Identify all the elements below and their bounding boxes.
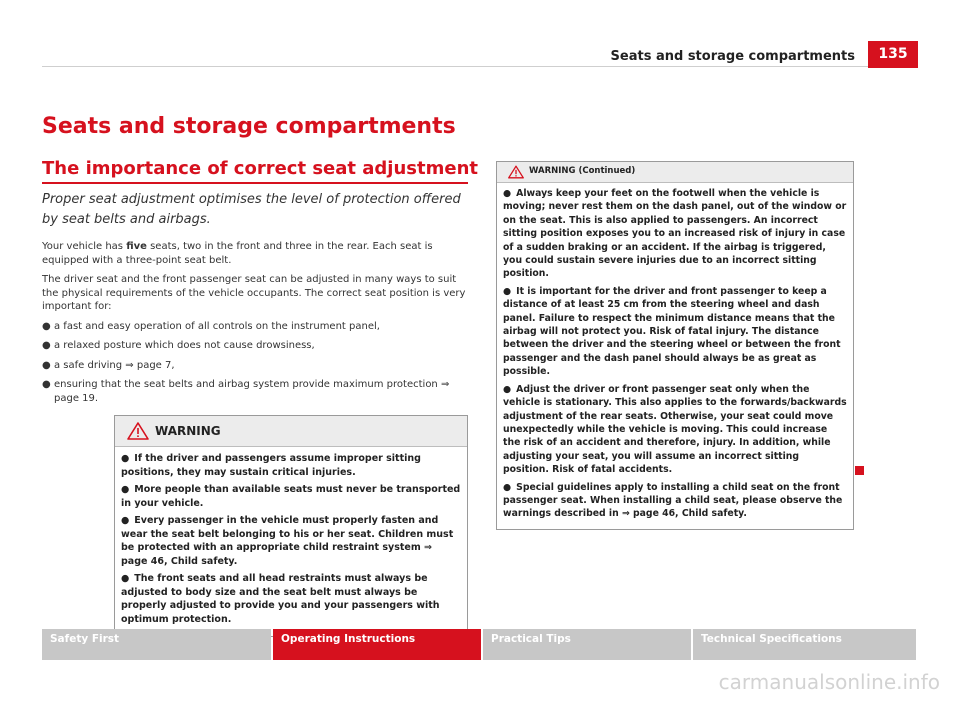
running-header-title: Seats and storage compartments (610, 49, 855, 64)
bullet-dot: ● (503, 188, 512, 199)
warning-item-text: It is important for the driver and front passenger to keep a distance of at least 25 cm from the steering wheel and dash panel. Failure to respect the minimum distance means that the airbag will not protect you. Risk of fatal injury. The distance between the driver and the steering wheel or between the front passenger and the dash panel should always be as great as possible. (503, 285, 841, 378)
warning-label: WARNING (155, 424, 221, 438)
section-rule (42, 182, 468, 184)
tab-operating-instructions[interactable]: Operating Instructions (273, 629, 481, 660)
bullet-dot: ● (503, 481, 512, 493)
warning-item (503, 285, 847, 379)
warning-item (121, 483, 461, 510)
watermark: carmanualsonline.info (718, 670, 940, 694)
warning-continued-label: WARNING (Continued) (529, 166, 636, 176)
warning-continued-box (496, 161, 854, 530)
bullet-dot: ● (42, 379, 51, 390)
intro-emphasis: five (126, 241, 147, 252)
warning-body (115, 447, 467, 636)
header-rule (42, 66, 868, 67)
list-item-text: a fast and easy operation of all controls on the instrument panel, (54, 320, 380, 332)
bullet-dot: ● (121, 484, 130, 495)
warning-triangle-icon (127, 422, 149, 440)
warning-item-text: Adjust the driver or front passenger seat only when the vehicle is stationary. This also applies to the forwards/backwards adjustment of the rear seats. Otherwise, your seat could move unexpectedly while the vehicle is moving. This could increase the risk of an accident and therefore, injury. In addition, while adjusting your seat, you will assume an incorrect sitting position. Risk of fatal accidents. (503, 383, 847, 476)
warning-item-text: Special guidelines apply to installing a child seat on the front passenger seat. When installing a child seat, please observe the warnings described in ⇒ page 46, Child safety. (503, 481, 843, 520)
warning-item (121, 572, 461, 626)
warning-item (503, 187, 847, 281)
bullet-dot: ● (503, 383, 512, 395)
bullet-dot: ● (121, 573, 130, 584)
bullet-dot: ● (42, 359, 51, 371)
warning-item (503, 481, 847, 521)
bullet-dot: ● (42, 320, 51, 332)
list-item-text: a safe driving ⇒ page 7, (54, 359, 175, 371)
warning-box (114, 415, 468, 637)
list-item (42, 320, 468, 334)
importance-list (42, 320, 468, 406)
list-item-text: ensuring that the seat belts and airbag system provide maximum protection ⇒ page 19. (54, 379, 450, 404)
tab-safety-first[interactable]: Safety First (42, 629, 271, 660)
warning-item-text: If the driver and passengers assume improper sitting positions, they may sustain critical injuries. (121, 453, 421, 478)
warning-triangle-icon (508, 165, 524, 179)
lead-paragraph: Proper seat adjustment optimises the level of protection offered by seat belts and airbags. (42, 192, 461, 227)
bullet-dot: ● (121, 515, 130, 526)
adjustment-paragraph: The driver seat and the front passenger seat can be adjusted in many ways to suit the physical requirements of the vehicle occupants. The correct seat position is very important for: (42, 274, 466, 312)
left-column (42, 190, 468, 411)
warning-continued-body (497, 183, 853, 529)
list-item-text: a relaxed posture which does not cause drowsiness, (54, 340, 315, 351)
tab-technical-specifications[interactable]: Technical Specifications (693, 629, 916, 660)
warning-header (115, 416, 467, 447)
warning-item (503, 383, 847, 477)
intro-text: Your vehicle has (42, 241, 127, 252)
intro-text-rest: seats, two in the front and three in the rear. Each seat is equipped with a three-point seat belt. (42, 241, 433, 266)
list-item (42, 378, 468, 405)
list-item (42, 359, 468, 373)
bullet-dot: ● (121, 453, 130, 464)
section-title: The importance of correct seat adjustment (42, 158, 478, 179)
chapter-tabs (42, 629, 918, 660)
intro-paragraph (42, 240, 468, 267)
page-title: Seats and storage compartments (42, 114, 456, 139)
warning-item-text: The front seats and all head restraints must always be adjusted to body size and the seat belt must always be properly adjusted to provide you and your passengers with optimum protection. (121, 573, 440, 625)
warning-item-text: Every passenger in the vehicle must properly fasten and wear the seat belt belonging to his or her seat. Children must be protected with an appropriate child restraint system ⇒ page 46, Child safety. (121, 515, 454, 567)
tab-practical-tips[interactable]: Practical Tips (483, 629, 691, 660)
warning-item (121, 514, 461, 568)
warning-item-text: Always keep your feet on the footwell when the vehicle is moving; never rest them on the dash panel, out of the window or on the seat. This is also applied to passengers. An incorrect sitting position exposes you to an increased risk of injury in case of a sudden braking or an accident. If the airbag is triggered, you could sustain severe injuries due to an incorrect sitting position. (503, 188, 847, 280)
bullet-dot: ● (42, 340, 51, 351)
warning-item-text: More people than available seats must never be transported in your vehicle. (121, 484, 461, 509)
page-number: 135 (868, 41, 918, 68)
warning-continued-header (497, 162, 853, 183)
warning-item (121, 452, 461, 479)
list-item (42, 339, 468, 353)
section-end-marker (855, 466, 864, 475)
bullet-dot: ● (503, 285, 512, 297)
